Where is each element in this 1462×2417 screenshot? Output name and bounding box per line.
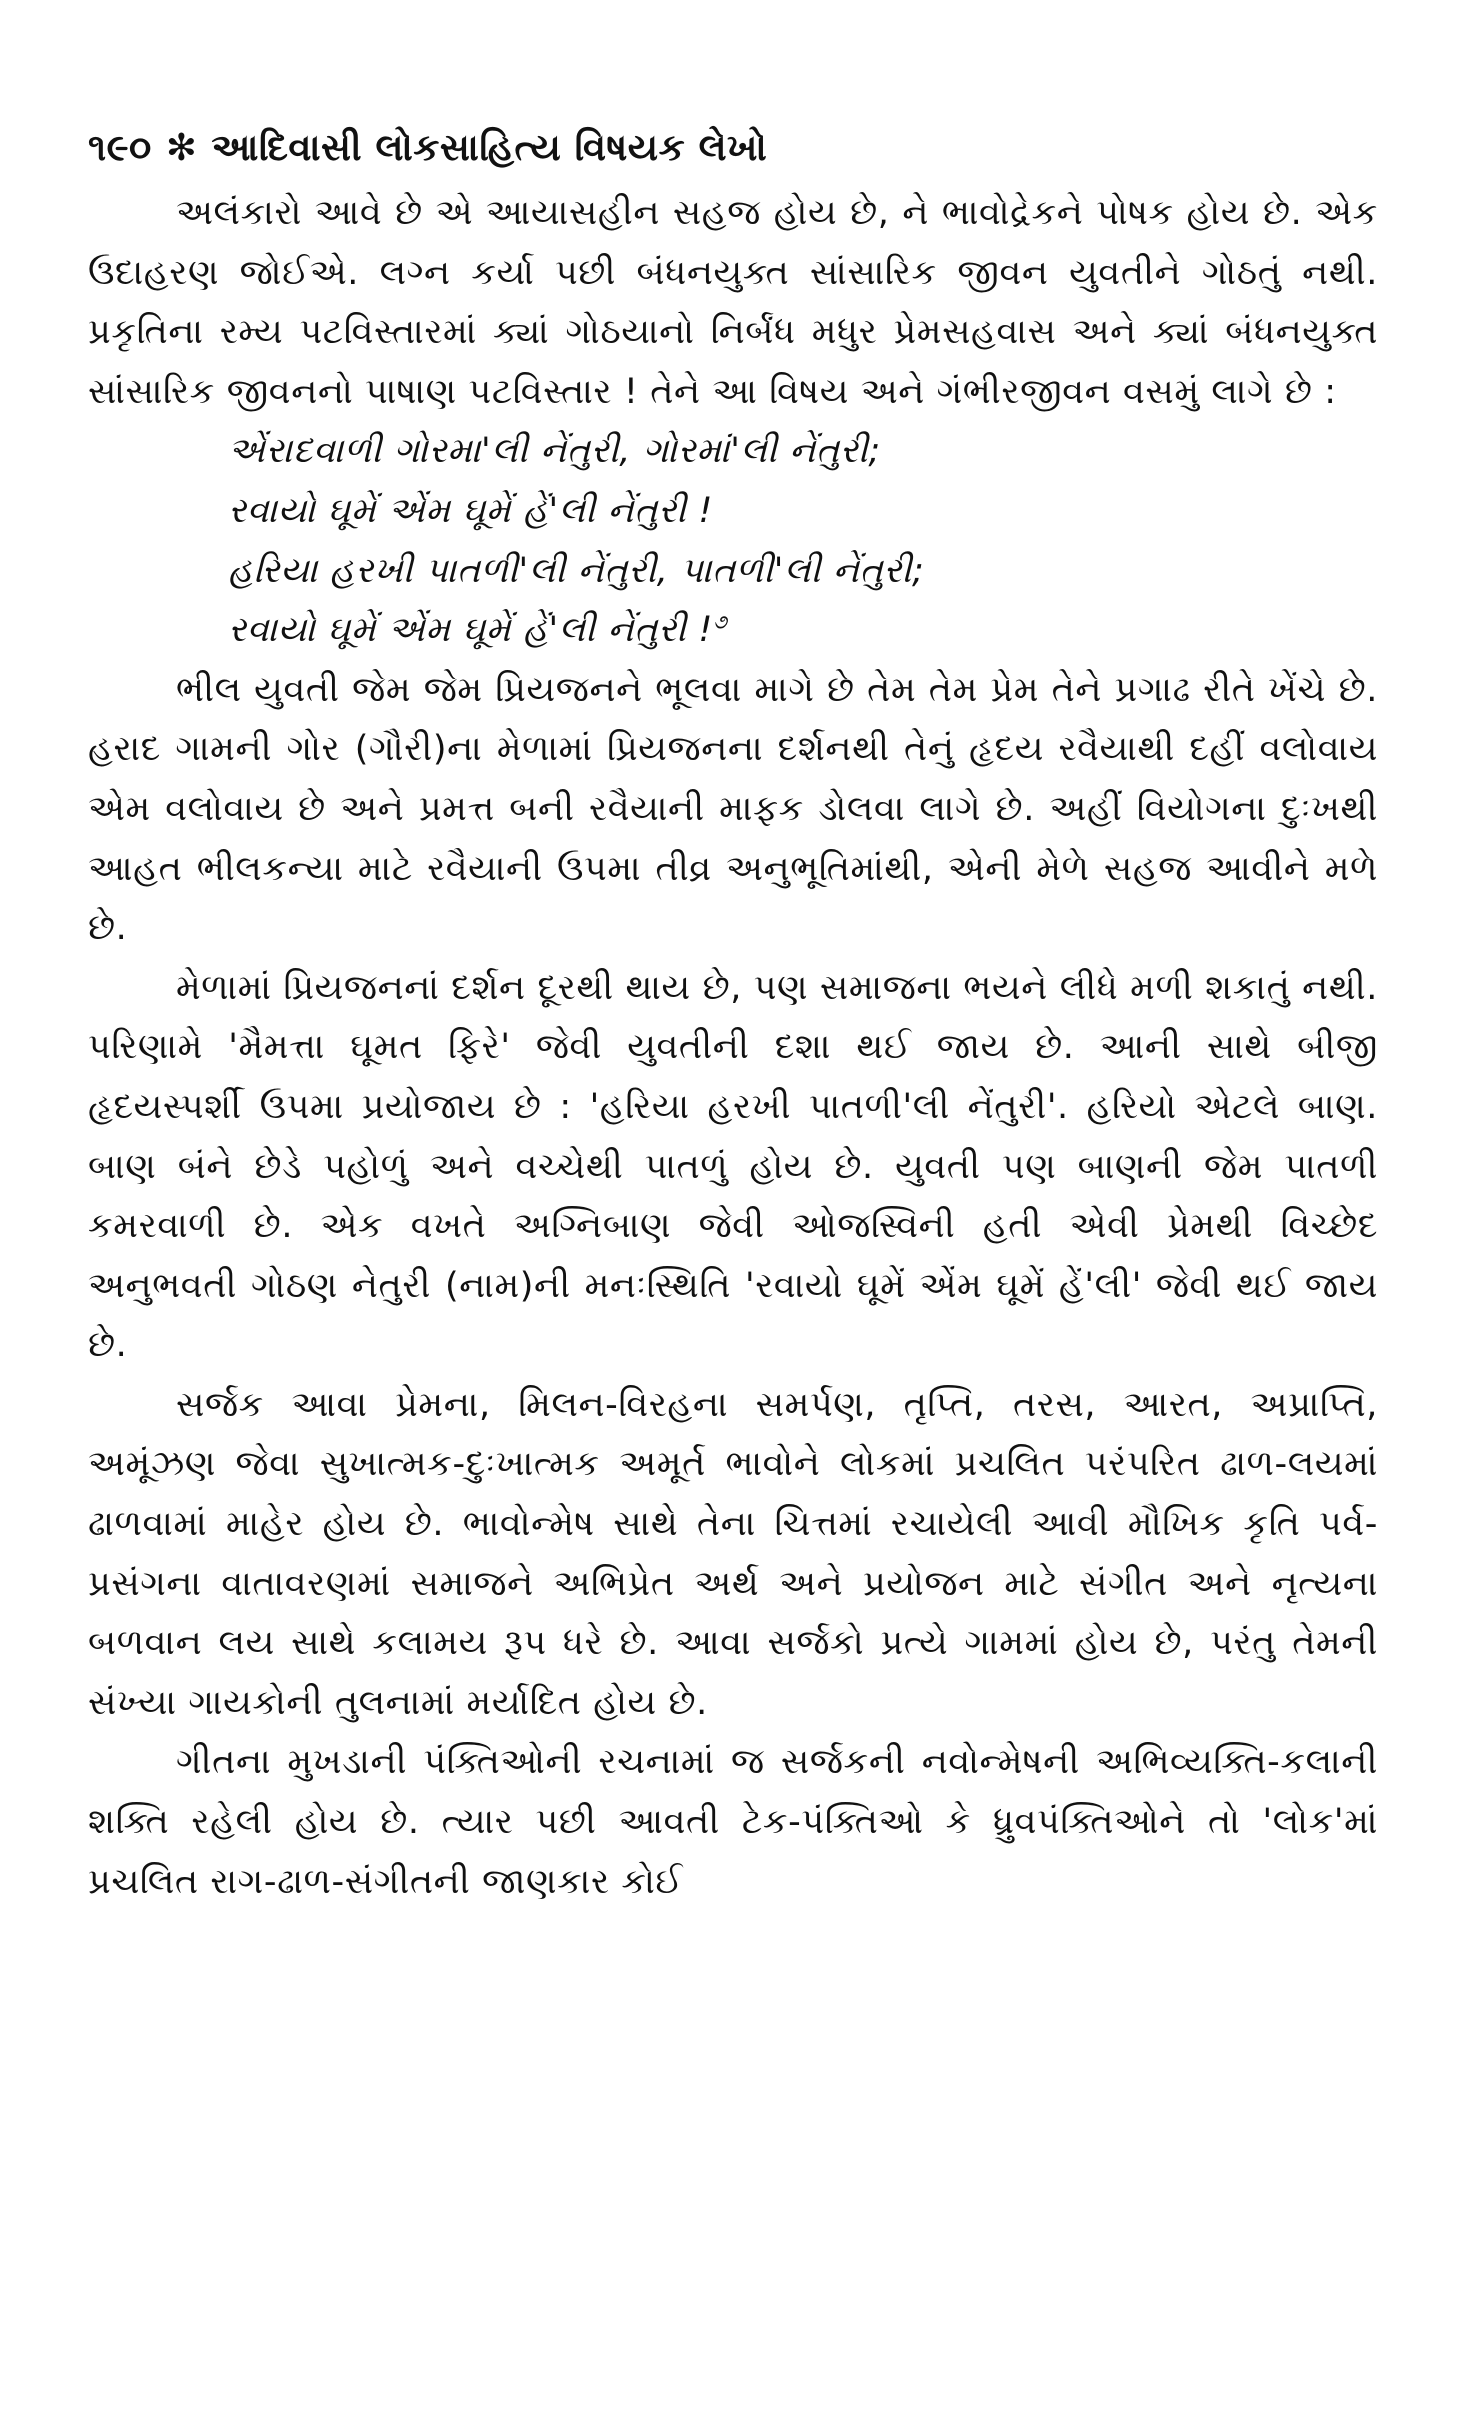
poem-line-3: હરિયા હરખી પાતળી'લી નેંતુરી, પાતળી'લી નેંતુરી; xyxy=(228,550,925,591)
poem-line-2: રવાયો ઘૂમેં એંમ ઘૂમેં હેં'લી નેંતુરી ! xyxy=(228,490,714,531)
running-header xyxy=(88,118,1378,184)
folk-song-quote xyxy=(88,422,1378,660)
paragraph-3: મેળામાં પ્રિયજનનાં દર્શન દૂરથી થાય છે, પણ સમાજના ભયને લીધે મળી શકાતું નથી. પરિણામે 'મૈમત્તા ઘૂમત ફિરે' જેવી યુવતીની દશા થઈ જાય છે. આની સાથે બીજી હૃદયસ્પર્શી ઉપમા પ્રયોજાય છે : 'હરિયા હરખી પાતળી'લી નેંતુરી'. હરિયો એટલે બાણ. બાણ બંને છેડે પહોળું અને વચ્ચેથી પાતળું હોય છે. યુવતી પણ બાણની જેમ પાતળી કમરવાળી છે. એક વખતે અગ્નિબાણ જેવી ઓજસ્વિની હતી એવી પ્રેમથી વિચ્છેદ અનુભવતી ગોઠણ નેતુરી (નામ)ની મનઃસ્થિતિ 'રવાયો ઘૂમેં એંમ ઘૂમેં હેં'લી' જેવી થઈ જાય છે. xyxy=(88,967,1378,1366)
book-page xyxy=(88,118,1378,2338)
paragraph-2: ભીલ યુવતી જેમ જેમ પ્રિયજનને ભૂલવા માગે છે તેમ તેમ પ્રેમ તેને પ્રગાઢ રીતે ખેંચે છે. હરાદ ગામની ગોર (ગૌરી)ના મેળામાં પ્રિયજનના દર્શનથી તેનું હૃદય રવૈયાથી દહીં વલોવાય એમ વલોવાય છે અને પ્રમત્ત બની રવૈયાની માફક ડોલવા લાગે છે. અહીં વિયોગના દુઃખથી આહત ભીલકન્યા માટે રવૈયાની ઉપમા તીવ્ર અનુભૂતિમાંથી, એની મેળે સહજ આવીને મળે છે. xyxy=(88,669,1378,949)
paragraph-4: સર્જક આવા પ્રેમના, મિલન-વિરહના સમર્પણ, તૃપ્તિ, તરસ, આરત, અપ્રાપ્તિ, અમૂંઝણ જેવા સુખાત્મક-દુઃખાત્મક અમૂર્ત ભાવોને લોકમાં પ્રચલિત પરંપરિત ઢાળ-લયમાં ઢાળવામાં માહેર હોય છે. ભાવોન્મેષ સાથે તેના ચિત્તમાં રચાયેલી આવી મૌખિક કૃતિ પર્વ-પ્રસંગના વાતાવરણમાં સમાજને અભિપ્રેત અર્થ અને પ્રયોજન માટે સંગીત અને નૃત્યના બળવાન લય સાથે કલામય રૂપ ધરે છે. આવા સર્જકો પ્રત્યે ગામમાં હોય છે, પરંતુ તેમની સંખ્યા ગાયકોની તુલનામાં મર્યાદિત હોય છે. xyxy=(88,1384,1378,1723)
book-title: આદિવાસી લોકસાહિત્ય વિષયક લેખો xyxy=(211,126,768,169)
asterisk-separator-icon: ✻ xyxy=(165,126,198,169)
footnote-marker: ૭ xyxy=(713,609,728,634)
page-number: ૧૯૦ xyxy=(88,126,152,169)
paragraph-5: ગીતના મુખડાની પંક્તિઓની રચનામાં જ સર્જકની નવોન્મેષની અભિવ્યક્તિ-કલાની શક્તિ રહેલી હોય છે. ત્યાર પછી આવતી ટેક-પંક્તિઓ કે ધ્રુવપંક્તિઓને તો 'લોક'માં પ્રચલિત રાગ-ઢાળ-સંગીતની જાણકાર કોઈ xyxy=(88,1742,1378,1902)
poem-line-4: રવાયો ઘૂમેં એંમ ઘૂમેં હેં'લી નેંતુરી !$^૭$ xyxy=(228,609,728,651)
poem-line-1: એંરાદવાળી ગોરમા'લી નેંતુરી, ગોરમાં'લી નેંતુરી; xyxy=(228,431,881,472)
paragraph-1: અલંકારો આવે છે એ આયાસહીન સહજ હોય છે, ને ભાવોદ્રેકને પોષક હોય છે. એક ઉદાહરણ જોઈએ. લગ્ન કર્યા પછી બંધનયુક્ત સાંસારિક જીવન યુવતીને ગોઠતું નથી. પ્રકૃતિના રમ્ય પટવિસ્તારમાં ક્યાં ગોઠયાનો નિર્બંધ મધુર પ્રેમસહવાસ અને ક્યાં બંધનયુક્ત સાંસારિક જીવનનો પાષાણ પટવિસ્તાર ! તેને આ વિષય અને ગંભીરજીવન વસમું લાગે છે : xyxy=(88,193,1378,412)
